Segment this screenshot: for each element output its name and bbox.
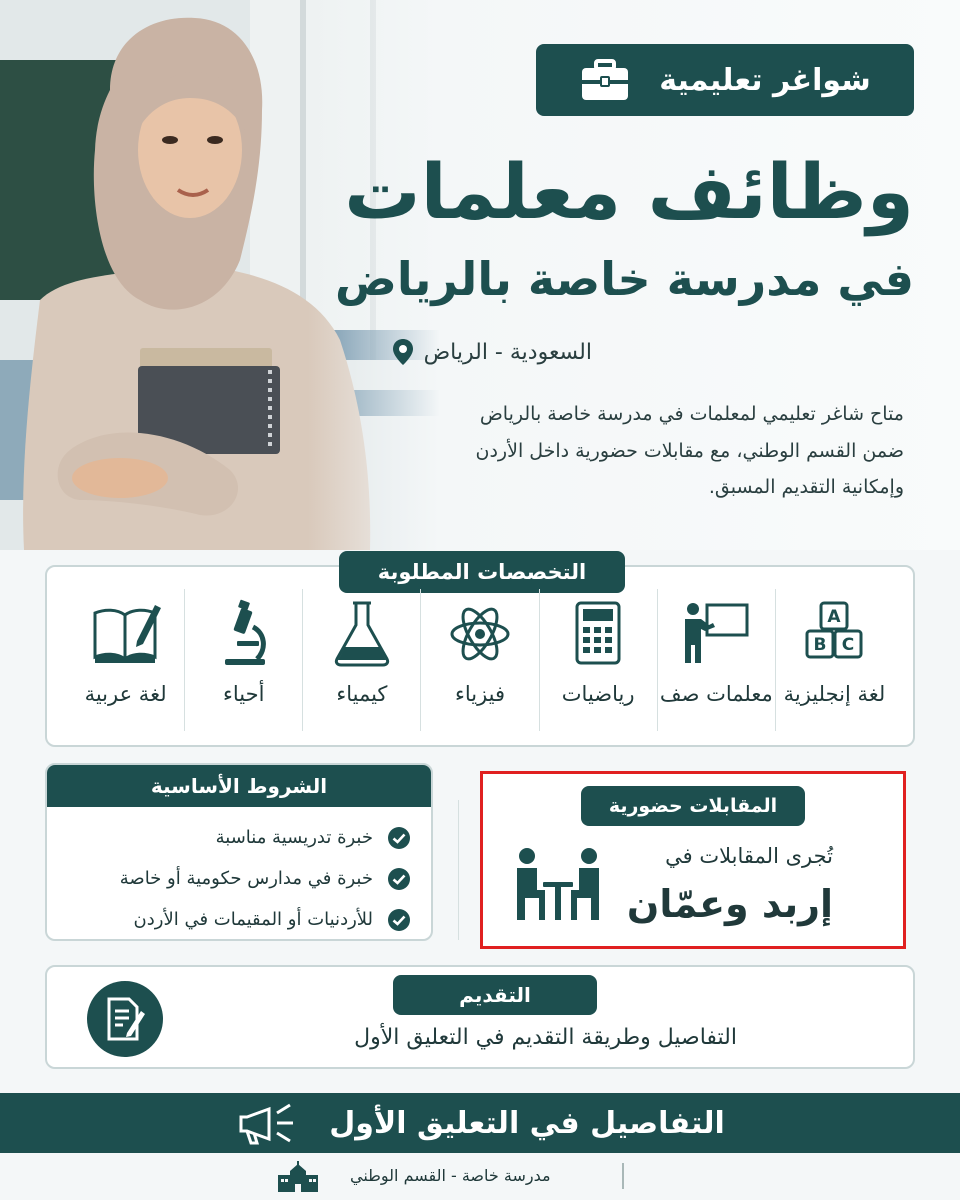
- condition-item: [120, 817, 411, 858]
- location-text: السعودية - الرياض: [423, 339, 592, 365]
- intro-line: وإمكانية التقديم المسبق.: [708, 476, 904, 499]
- specialties-list: [67, 589, 893, 731]
- category-tag: [536, 44, 914, 116]
- intro-line: ضمن القسم الوطني، مع مقابلات حضورية داخل الأردن: [475, 439, 904, 462]
- calculator-icon: [561, 597, 635, 671]
- specialty-label: رياضيات: [561, 682, 635, 706]
- meeting-icon: [513, 846, 603, 924]
- briefcase-icon: [579, 58, 631, 102]
- footer: [0, 1153, 960, 1200]
- svg-text:A: A: [827, 607, 842, 627]
- section-divider: [458, 800, 459, 940]
- specialty-item: [67, 589, 184, 731]
- condition-item: [120, 858, 411, 899]
- svg-text:B: B: [813, 635, 827, 655]
- check-circle-icon: [387, 908, 411, 932]
- specialties-title: التخصصات المطلوبة: [339, 551, 625, 593]
- condition-text: خبرة في مدارس حكومية أو خاصة: [119, 868, 373, 889]
- intro-text: [444, 396, 904, 506]
- atom-icon: [443, 597, 517, 671]
- specialty-item: [539, 589, 657, 731]
- specialty-label: معلمات صف: [659, 682, 773, 706]
- condition-text: خبرة تدريسية مناسبة: [215, 827, 373, 848]
- school-building-icon: [276, 1161, 320, 1193]
- specialty-item: [657, 589, 775, 731]
- application-form-icon-badge: [87, 981, 163, 1057]
- specialty-item: [302, 589, 420, 731]
- condition-item: [120, 899, 411, 940]
- comment-banner: [0, 1093, 960, 1153]
- category-label: شواغر تعليمية: [659, 62, 871, 98]
- specialty-label: كيمياء: [336, 682, 388, 706]
- specialty-label: لغة إنجليزية: [783, 682, 886, 706]
- subheadline: في مدرسة خاصة بالرياض: [335, 252, 914, 306]
- teacher-board-icon: [679, 597, 753, 671]
- interviews-title: المقابلات حضورية: [581, 786, 805, 826]
- location: [392, 338, 592, 366]
- hero-section: [0, 0, 960, 550]
- headline: وظائف معلمات: [344, 147, 914, 236]
- footer-text: مدرسة خاصة - القسم الوطني: [350, 1166, 551, 1185]
- specialty-item: [420, 589, 538, 731]
- interviews-cities: إربد وعمّان: [626, 882, 833, 926]
- flask-icon: [325, 597, 399, 671]
- svg-text:C: C: [842, 635, 855, 655]
- interviews-panel: [480, 771, 906, 949]
- interviews-subtitle: تُجرى المقابلات في: [665, 844, 833, 868]
- specialties-panel: [45, 560, 915, 747]
- conditions-panel: [45, 763, 433, 941]
- apply-panel: [45, 965, 915, 1069]
- check-circle-icon: [387, 867, 411, 891]
- intro-line: متاح شاغر تعليمي لمعلمات في مدرسة خاصة بالرياض: [479, 403, 904, 425]
- microscope-icon: [207, 597, 281, 671]
- conditions-title: الشروط الأساسية: [47, 765, 431, 807]
- megaphone-icon: [235, 1099, 305, 1147]
- specialty-item: [184, 589, 302, 731]
- conditions-list: [120, 817, 411, 940]
- apply-title: التقديم: [393, 975, 597, 1015]
- footer-divider: [622, 1163, 624, 1189]
- apply-text: التفاصيل وطريقة التقديم في التعليق الأول: [354, 1025, 737, 1050]
- book-pen-icon: [89, 597, 163, 671]
- specialty-item: [775, 589, 893, 731]
- condition-text: للأردنيات أو المقيمات في الأردن: [133, 909, 373, 930]
- specialty-label: أحياء: [223, 682, 265, 706]
- specialty-label: فيزياء: [454, 682, 506, 706]
- abc-blocks-icon: [797, 597, 871, 671]
- banner-text: التفاصيل في التعليق الأول: [329, 1105, 725, 1141]
- specialty-label: لغة عربية: [84, 682, 167, 706]
- check-circle-icon: [387, 826, 411, 850]
- application-form-icon: [105, 997, 145, 1041]
- map-pin-icon: [392, 338, 414, 366]
